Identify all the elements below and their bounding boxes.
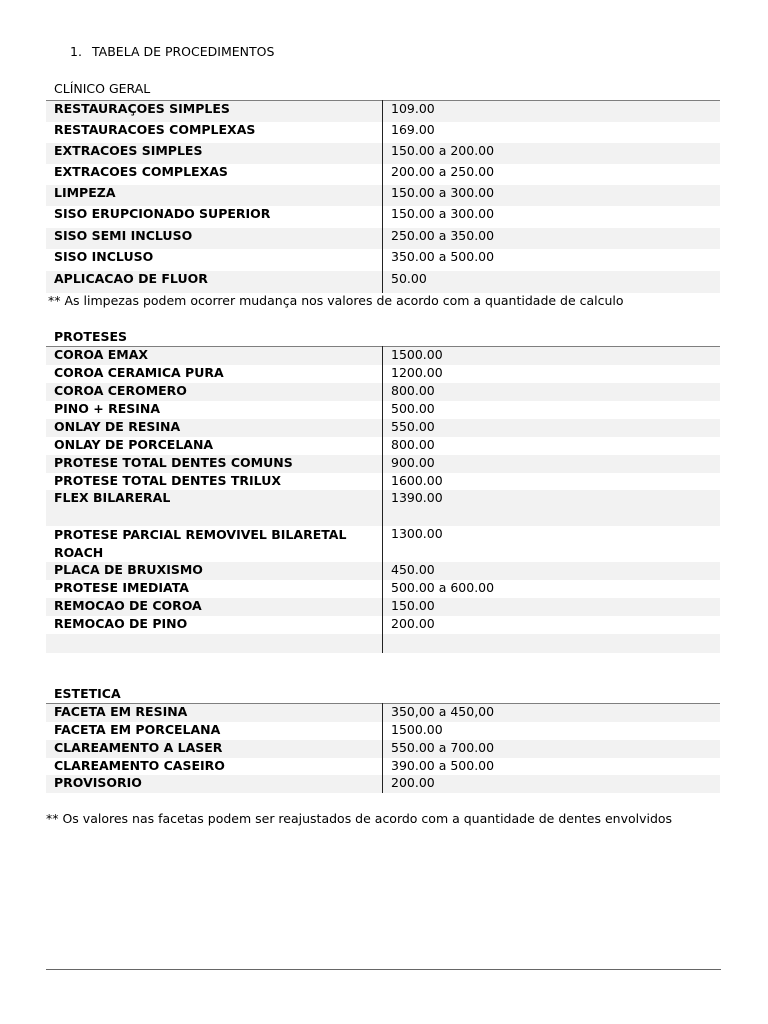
- procedure-price: 1300.00: [391, 525, 443, 541]
- procedure-price: 800.00: [383, 383, 721, 401]
- table-row: [46, 249, 720, 271]
- procedure-name: PROTESE TOTAL DENTES TRILUX: [46, 473, 383, 490]
- table-row: [46, 401, 720, 419]
- procedure-name: RESTAURAÇOES SIMPLES: [46, 101, 383, 122]
- section-title-clinico: CLÍNICO GERAL: [54, 81, 151, 96]
- procedure-name: CLAREAMENTO A LASER: [46, 740, 383, 758]
- procedure-name: ONLAY DE PORCELANA: [46, 437, 383, 455]
- procedure-price: 150.00 a 300.00: [383, 185, 721, 206]
- procedure-name: FLEX BILARERAL: [46, 490, 383, 526]
- table-row: [46, 490, 720, 526]
- procedure-price: 1500.00: [391, 721, 443, 737]
- table-row: [46, 634, 720, 653]
- procedure-name: PLACA DE BRUXISMO: [46, 562, 383, 580]
- table-row: [46, 143, 720, 164]
- procedure-price: 1600.00: [391, 472, 443, 488]
- table-row: [46, 383, 720, 401]
- table-row: [46, 347, 720, 365]
- table-estetica: [46, 703, 720, 793]
- procedure-price: 1200.00: [391, 364, 443, 380]
- procedure-name: CLAREAMENTO CASEIRO: [46, 758, 383, 775]
- procedure-price: 350.00 a 500.00: [391, 248, 495, 264]
- procedure-name: REMOCAO DE COROA: [46, 598, 383, 616]
- table-row: [46, 122, 720, 143]
- procedure-price: 50.00: [383, 271, 721, 293]
- procedure-price: 150.00: [383, 598, 721, 616]
- table-row: [46, 228, 720, 249]
- procedure-price: 1500.00: [383, 347, 721, 365]
- heading-number: 1.: [70, 44, 82, 59]
- procedure-price: 350,00 a 450,00: [383, 704, 721, 722]
- procedure-price: 800.00: [391, 436, 435, 452]
- procedure-price: 250.00 a 350.00: [383, 228, 721, 249]
- procedure-price: 1390.00: [383, 490, 721, 526]
- table-row: [46, 758, 720, 775]
- table-row: [46, 704, 720, 722]
- procedure-price: 900.00: [383, 455, 721, 473]
- procedure-name: RESTAURACOES COMPLEXAS: [46, 122, 383, 143]
- table-proteses: [46, 346, 720, 653]
- procedure-name: PROTESE IMEDIATA: [46, 580, 383, 598]
- document-heading: [70, 44, 274, 59]
- table-row: [46, 365, 720, 383]
- table-row: [46, 616, 720, 634]
- procedure-name: [46, 634, 383, 653]
- procedure-name: SISO ERUPCIONADO SUPERIOR: [46, 206, 383, 228]
- procedure-name: COROA EMAX: [46, 347, 383, 365]
- table-row: [46, 164, 720, 185]
- procedure-price: 500.00 a 600.00: [391, 579, 495, 595]
- procedure-name: ONLAY DE RESINA: [46, 419, 383, 437]
- table-row: [46, 740, 720, 758]
- procedure-name: SISO SEMI INCLUSO: [46, 228, 383, 249]
- table-row: [46, 101, 720, 122]
- table-row: [46, 206, 720, 228]
- table-row: [46, 722, 720, 740]
- table-row: [46, 775, 720, 793]
- table-row: [46, 580, 720, 598]
- table-row: [46, 455, 720, 473]
- procedure-price: 200.00: [383, 775, 721, 793]
- procedure-price: 500.00: [391, 400, 435, 416]
- procedure-price: [383, 634, 721, 653]
- procedure-price: 169.00: [391, 121, 435, 137]
- procedure-price: 200.00: [391, 615, 435, 631]
- procedure-name: FACETA EM PORCELANA: [46, 722, 383, 740]
- procedure-name: COROA CERAMICA PURA: [46, 365, 383, 383]
- procedure-name: COROA CEROMERO: [46, 383, 383, 401]
- table-row: [46, 562, 720, 580]
- procedure-price: 150.00 a 300.00: [391, 205, 495, 221]
- section-title-proteses: PROTESES: [54, 329, 128, 344]
- note-limpezas: ** As limpezas podem ocorrer mudança nos valores de acordo com a quantidade de calculo: [48, 293, 624, 308]
- section-title-estetica: ESTETICA: [54, 686, 121, 701]
- procedure-name: PROVISORIO: [46, 775, 383, 793]
- procedure-name: SISO INCLUSO: [46, 249, 383, 271]
- procedure-name: PROTESE TOTAL DENTES COMUNS: [46, 455, 383, 473]
- procedure-name: EXTRACOES SIMPLES: [46, 143, 383, 164]
- table-clinico-geral: [46, 100, 720, 293]
- procedure-price: 109.00: [383, 101, 721, 122]
- footer-rule: [46, 969, 721, 970]
- table-row: [46, 419, 720, 437]
- procedure-price: 450.00: [383, 562, 721, 580]
- table-row: [46, 271, 720, 293]
- note-facetas: ** Os valores nas facetas podem ser reajustados de acordo com a quantidade de dentes envolvidos: [46, 811, 673, 826]
- procedure-price: 390.00 a 500.00: [391, 757, 495, 773]
- procedure-name: PINO + RESINA: [46, 401, 383, 419]
- table-row: [46, 185, 720, 206]
- heading-text: TABELA DE PROCEDIMENTOS: [92, 44, 275, 59]
- table-row: [46, 526, 720, 562]
- procedure-name: LIMPEZA: [46, 185, 383, 206]
- procedure-price: 550.00 a 700.00: [383, 740, 721, 758]
- procedure-name: EXTRACOES COMPLEXAS: [46, 164, 383, 185]
- procedure-name: FACETA EM RESINA: [46, 704, 383, 722]
- procedure-price: 200.00 a 250.00: [391, 163, 495, 179]
- procedure-name-line1: PROTESE PARCIAL REMOVIVEL BILARETAL: [54, 526, 347, 542]
- procedure-price: 150.00 a 200.00: [383, 143, 721, 164]
- procedure-name: [46, 526, 383, 562]
- table-row: [46, 473, 720, 490]
- procedure-name: APLICACAO DE FLUOR: [46, 271, 383, 293]
- table-row: [46, 598, 720, 616]
- procedure-price: 550.00: [383, 419, 721, 437]
- procedure-name: REMOCAO DE PINO: [46, 616, 383, 634]
- procedure-name-line2: ROACH: [54, 544, 104, 560]
- table-row: [46, 437, 720, 455]
